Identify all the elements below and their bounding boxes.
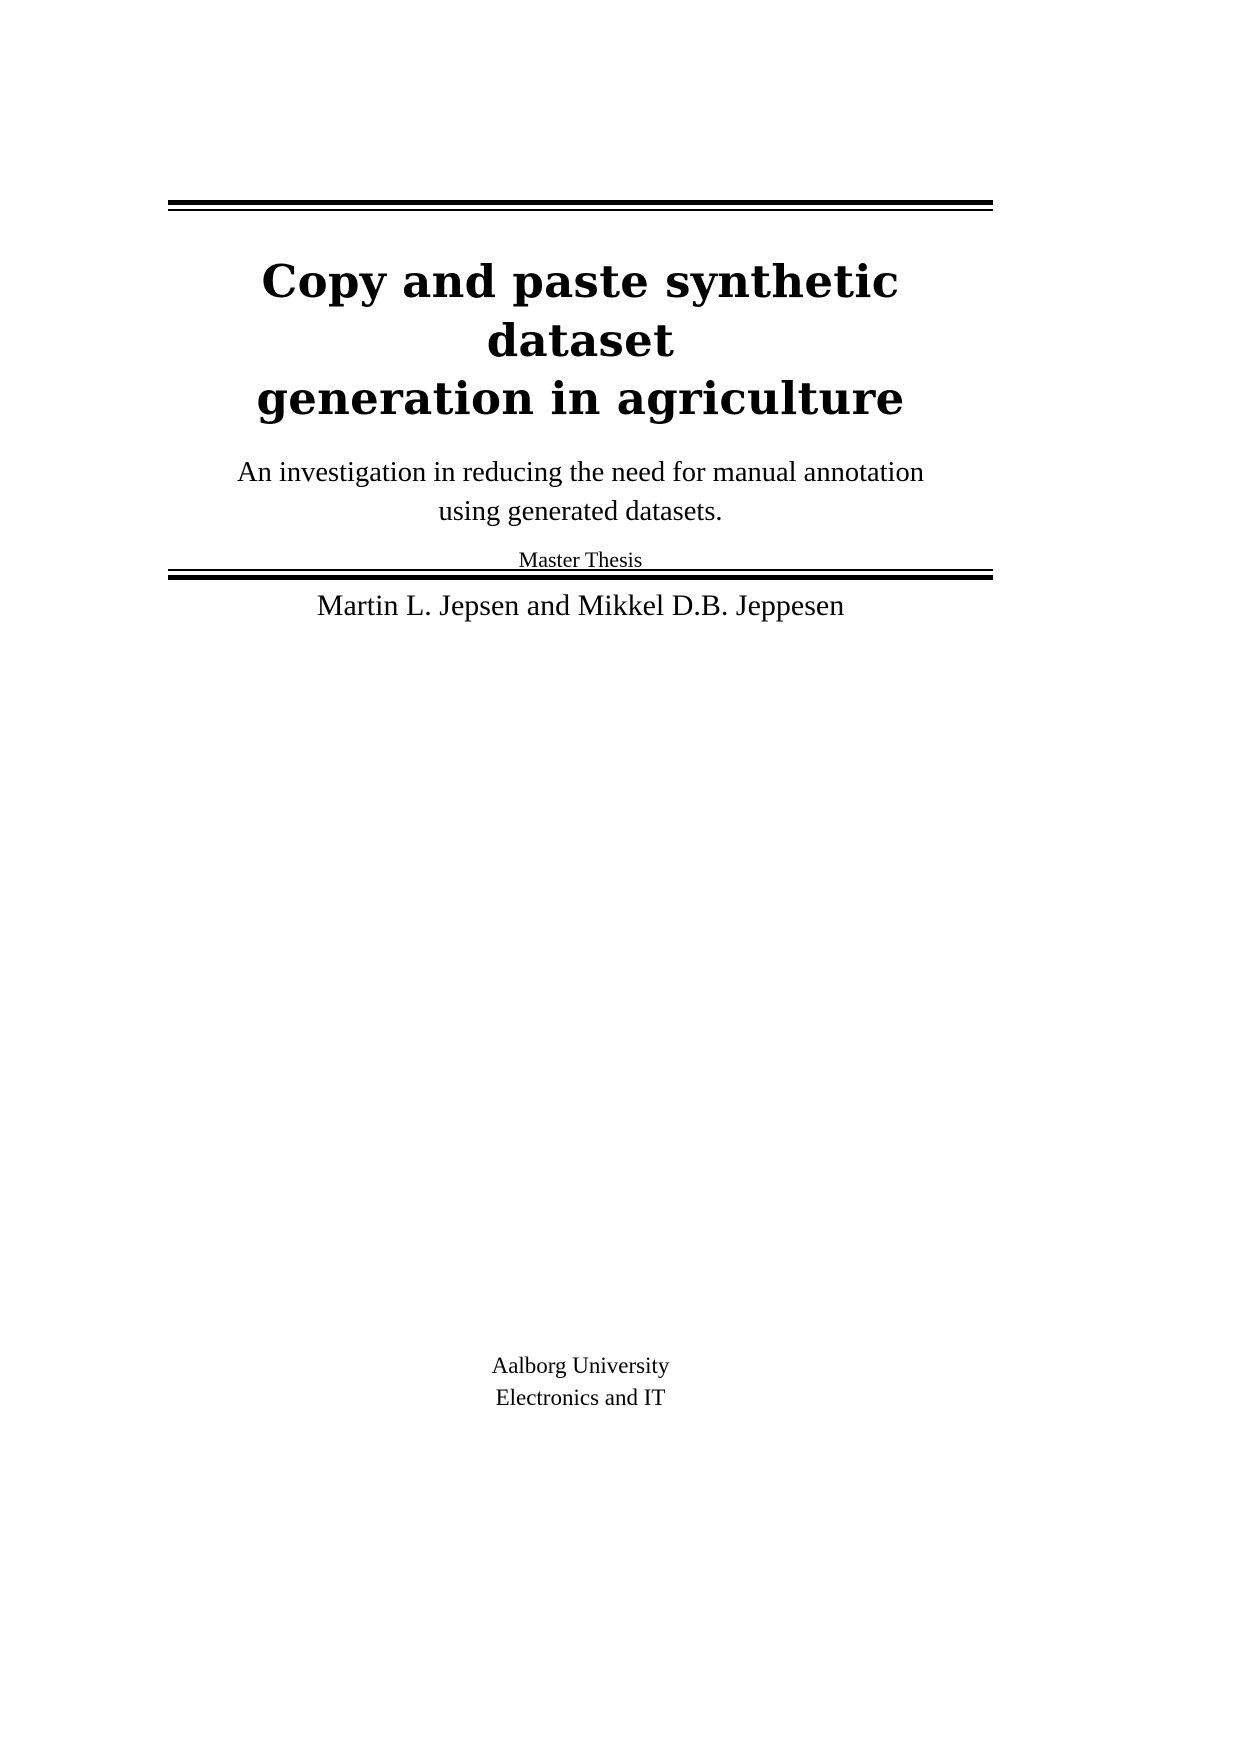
page-title-line-1: Copy and paste synthetic dataset bbox=[261, 255, 900, 367]
author-names: Martin L. Jepsen and Mikkel D.B. Jeppesen bbox=[316, 588, 845, 622]
page-subtitle bbox=[168, 453, 993, 532]
top-rule-group bbox=[168, 200, 993, 211]
title-block bbox=[168, 200, 993, 580]
top-rule-thin bbox=[168, 209, 993, 211]
page-title-line-2: generation in agriculture bbox=[256, 372, 905, 425]
page-title bbox=[168, 253, 993, 429]
department-name: Electronics and IT bbox=[495, 1384, 666, 1410]
thesis-meta-block bbox=[168, 545, 993, 627]
affiliation-block bbox=[168, 1350, 993, 1413]
thesis-type: Master Thesis bbox=[518, 547, 643, 572]
top-rule-thick bbox=[168, 200, 993, 205]
university-name: Aalborg University bbox=[491, 1353, 670, 1378]
page-subtitle-line-1: An investigation in reducing the need for manual annotation bbox=[237, 456, 924, 488]
page-subtitle-line-2: using generated datasets. bbox=[438, 495, 723, 527]
